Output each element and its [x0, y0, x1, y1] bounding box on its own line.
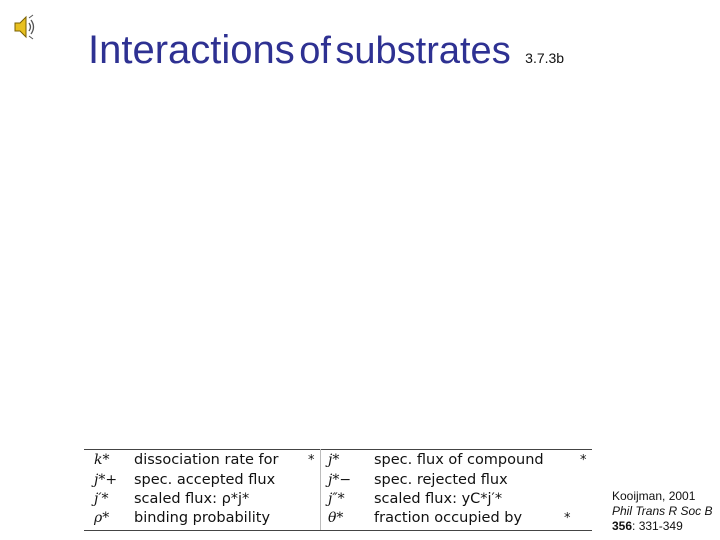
- notation-legend: [84, 449, 592, 531]
- legend-symbol: k*: [94, 452, 110, 468]
- citation-volume-pages: [612, 519, 712, 534]
- legend-description: spec. rejected flux: [374, 472, 508, 488]
- citation: [612, 489, 712, 534]
- legend-row: [84, 471, 592, 490]
- title-word-of: of: [299, 30, 331, 72]
- page-title: [88, 28, 564, 73]
- citation-pages: : 331-349: [632, 519, 683, 533]
- legend-symbol: j′*: [94, 491, 109, 507]
- speaker-icon[interactable]: [12, 14, 38, 40]
- legend-tail: *: [308, 453, 315, 468]
- legend-description: spec. flux of compound: [374, 452, 544, 468]
- section-number: 3.7.3b: [525, 50, 565, 66]
- legend-top-rule: [84, 449, 592, 450]
- legend-description: fraction occupied by: [374, 510, 523, 526]
- legend-symbol: j*+: [94, 472, 118, 488]
- legend-symbol: j″*: [328, 491, 345, 507]
- legend-row: [84, 451, 592, 470]
- legend-description: scaled flux: ρ*j*: [134, 491, 250, 507]
- citation-author: Kooijman, 2001: [612, 489, 696, 503]
- title-word-interactions: Interactions: [88, 28, 295, 72]
- legend-symbol: j*: [328, 452, 340, 468]
- legend-symbol: θ*: [328, 510, 344, 526]
- legend-symbol: j*−: [328, 472, 352, 488]
- citation-journal: Phil Trans R Soc B: [612, 504, 713, 518]
- legend-tail: *: [564, 511, 571, 526]
- legend-row: [84, 509, 592, 528]
- citation-volume: 356: [612, 519, 633, 533]
- legend-description: scaled flux: yC*j′*: [374, 491, 503, 507]
- legend-description: binding probability: [134, 510, 271, 526]
- legend-tail: *: [580, 453, 587, 468]
- legend-bottom-rule: [84, 530, 592, 531]
- legend-description: spec. accepted flux: [134, 472, 276, 488]
- legend-row: [84, 490, 592, 509]
- legend-symbol: ρ*: [94, 510, 110, 526]
- title-word-substrates: substrates: [335, 30, 511, 72]
- legend-description: dissociation rate for: [134, 452, 279, 468]
